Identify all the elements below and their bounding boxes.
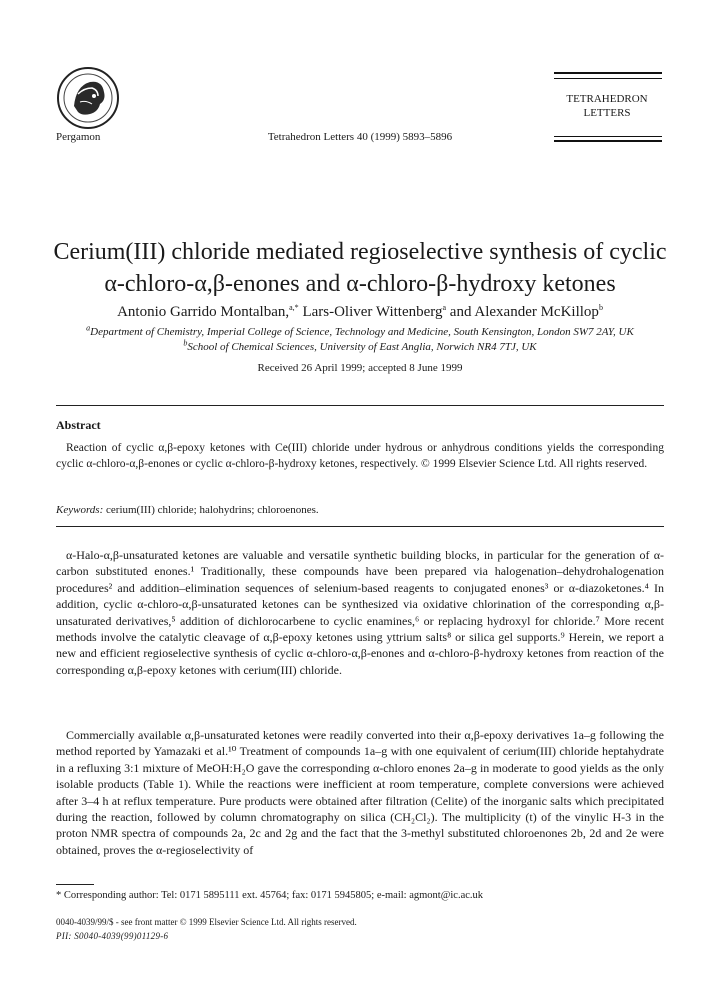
affiliation-text: Department of Chemistry, Imperial College of Science, Technology and Medicine, South Kensington, London SW7 2AY, UK: [90, 326, 634, 338]
header-rule: [554, 140, 662, 142]
header-rule: [554, 136, 662, 137]
abstract-text: Reaction of cyclic α,β-epoxy ketones with Ce(III) chloride under hydrous or anhydrous conditions yields the corresponding cyclic α-chloro-α,β-enones or cyclic α-chloro-β-hydroxy ketones, respectively. © 1999 Elsevier Science Ltd. All rights reserved.: [56, 442, 664, 470]
author-list: [40, 304, 680, 321]
affiliation-mark: a: [86, 323, 91, 333]
publisher-name: Pergamon: [56, 131, 101, 143]
author-name: and Alexander McKillop: [446, 304, 599, 320]
affiliation: [20, 338, 700, 353]
corresponding-author-footnote: * Corresponding author: Tel: 0171 5895111 ext. 45764; fax: 0171 5945805; e-mail: agmont@ic.ac.uk: [56, 890, 484, 901]
section-divider: [56, 405, 664, 406]
header-rule: [554, 78, 662, 79]
author-affiliation-mark: b: [598, 303, 603, 312]
title-line-1: Cerium(III) chloride mediated regioselective synthesis of cyclic: [53, 239, 667, 265]
author-name: Lars-Oliver Wittenberg: [298, 304, 443, 320]
section-divider: [56, 526, 664, 527]
abstract-heading: Abstract: [56, 418, 101, 432]
publisher-logo: [56, 66, 120, 130]
header-rule: [554, 72, 662, 74]
affiliation-mark: b: [183, 338, 188, 348]
author-affiliation-mark: a,*: [289, 303, 299, 312]
author-affiliation-mark: a: [442, 303, 447, 312]
article-title: [40, 236, 680, 300]
issn-line: 0040-4039/99/$ - see front matter © 1999 Elsevier Science Ltd. All rights reserved.: [56, 917, 357, 927]
footnote-rule: [56, 884, 94, 885]
pii-line: PII: S0040-4039(99)01129-6: [56, 931, 169, 941]
affiliation: [20, 323, 700, 338]
keywords: [56, 504, 319, 516]
affiliation-text: School of Chemical Sciences, University of East Anglia, Norwich NR4 7TJ, UK: [187, 341, 537, 353]
received-dates: Received 26 April 1999; accepted 8 June 1999: [257, 362, 463, 374]
journal-reference: Tetrahedron Letters 40 (1999) 5893–5896: [267, 131, 453, 143]
body-paragraph: Commercially available α,β-unsaturated ketones were readily converted into their α,β-epoxy derivatives 1a–g following the method reported by Yamazaki et al.¹⁰ Treatment of compounds 1a–g with one equivalent of cerium(III) chloride heptahydrate in a refluxing 3:1 mixture of MeOH:H₂O gave the corresponding α-chloro enones 2a–g in moderate to good yields as the only isolable products (Table 1). While the reactions were inefficient at room temperature, complete conversions were achieved after 3–4 h at reflux temperature. Pure products were obtained after filtration (Celite) of the inorganic salts which precipitated during the reaction, followed by column chromatography on silica (CH₂Cl₂). The multiplicity (t) of the vinylic H-3 in the proton NMR spectra of compounds 2a, 2c and 2g and the fact that the 3-methyl substituted chloroenones 2b, 2d and 2e were obtained, proves the α-regioselectivity of: [56, 728, 664, 857]
keywords-label: Keywords:: [56, 504, 104, 516]
body-paragraph: α-Halo-α,β-unsaturated ketones are valuable and versatile synthetic building blocks, in particular for the generation of α-carbon substituted enones.¹ Traditionally, these compounds have been prepared via halogenation–dehydrohalogenation procedures² and addition–elimination sequences of selenium-based reagents to conjugated enones³ or α-diazoketones.⁴ In addition, cyclic α-chloro-α,β-unsaturated ketones can be synthesized via oxidative chlorination of the corresponding α,β-unsaturated derivatives,⁵ addition of dichlorocarbene to cyclic enamines,⁶ or replacing hydroxyl for chloride.⁷ More recent methods involve the catalytic cleavage of α,β-epoxy ketones using yttrium salts⁸ or silica gel supports.⁹ Herein, we report a new and efficient regioselective synthesis of cyclic α-chloro-α,β-enones and α-chloro-β-hydroxy ketones from reaction of the corresponding α,β-epoxy ketones with cerium(III) chloride.: [56, 548, 664, 677]
keywords-list: cerium(III) chloride; halohydrins; chloroenones.: [103, 504, 319, 516]
author-name: Antonio Garrido Montalban,: [117, 304, 290, 320]
title-line-2: α-chloro-α,β-enones and α-chloro-β-hydroxy ketones: [104, 271, 616, 297]
journal-name: TETRAHEDRON LETTERS: [566, 93, 648, 119]
